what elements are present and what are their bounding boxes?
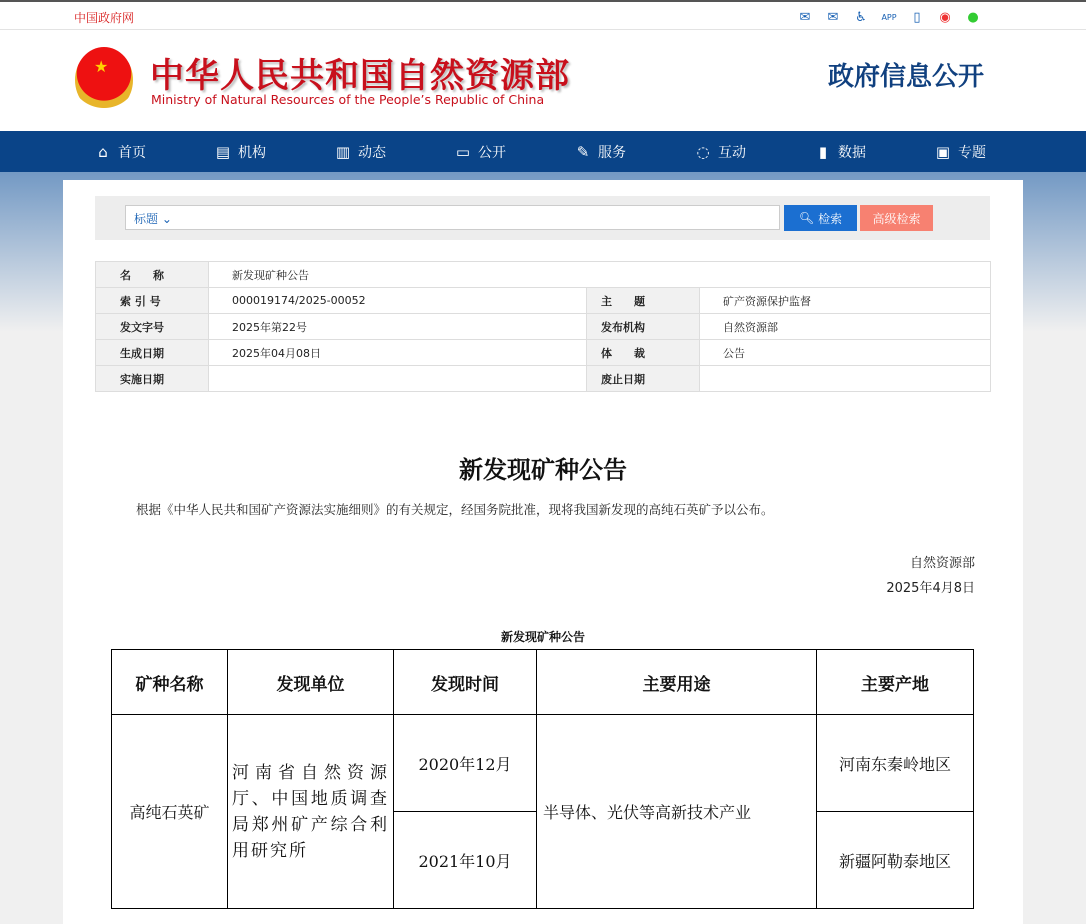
cell-use: 半导体、光伏等高新技术产业 [537,715,817,909]
main-nav [0,131,1086,172]
column-header: 主要用途 [537,650,817,715]
nav-label: 专题 [958,144,986,161]
article-body: 根据《中华人民共和国矿产资源法实施细则》的有关规定，经国务院批准，现将我国新发现的高纯石英矿予以公布。 [136,502,774,517]
bar-chart-icon: ▮ [818,142,828,161]
metadata-table [95,261,991,392]
meta-value [700,366,991,392]
mailbox-icon[interactable]: ✉ [827,9,839,25]
wechat-icon[interactable]: ● [967,9,979,25]
cell-mineral: 高纯石英矿 [112,715,228,909]
meta-value: 公告 [700,340,991,366]
screen-icon: ▭ [455,142,471,161]
nav-label: 服务 [598,144,626,161]
cell-time: 2021年10月 [394,812,537,909]
meta-key: 名 称 [96,262,209,288]
nav-news[interactable] [334,131,386,172]
nav-home[interactable] [94,131,146,172]
advanced-search-button[interactable]: 高级检索 [860,205,933,231]
scope-label: 标题 [134,212,159,226]
search-button[interactable] [784,205,857,231]
chevron-down-icon: ⌄ [161,212,172,226]
search-button-label: 检索 [818,211,843,226]
column-header: 矿种名称 [112,650,228,715]
nav-data[interactable] [814,131,866,172]
national-emblem-logo: ★ [75,47,133,113]
nav-topic[interactable] [934,131,986,172]
nav-label: 互动 [718,144,746,161]
meta-key: 主 题 [587,288,700,314]
nav-label: 动态 [358,144,386,161]
nav-open[interactable] [454,131,506,172]
article-title: 新发现矿种公告 [459,456,627,484]
book-icon: ▥ [335,142,351,161]
cell-place: 新疆阿勒泰地区 [817,812,974,909]
search-icon: 🔍︎ [798,211,815,225]
meta-value: 自然资源部 [700,314,991,340]
mineral-table [111,649,974,909]
mobile-icon[interactable]: ▯ [913,9,921,25]
meta-key: 发文字号 [96,314,209,340]
search-scope-select[interactable] [134,210,172,227]
article-date: 2025年4月8日 [886,581,975,596]
nav-label: 公开 [478,144,506,161]
table-row [112,715,974,812]
meta-key: 实施日期 [96,366,209,392]
weibo-icon[interactable]: ◉ [939,9,951,25]
cell-time: 2020年12月 [394,715,537,812]
site-title[interactable]: 中华人民共和国自然资源部 [150,56,570,96]
cell-place: 河南东秦岭地区 [817,715,974,812]
meta-value: 新发现矿种公告 [209,262,991,288]
app-icon[interactable]: APP [881,12,897,22]
meta-key: 生成日期 [96,340,209,366]
meta-value: 000019174/2025-00052 [209,288,587,314]
nav-label: 首页 [118,144,146,161]
meta-value: 矿产资源保护监督 [700,288,991,314]
table-header-row [112,650,974,715]
meta-value: 2025年04月08日 [209,340,587,366]
nav-org[interactable] [214,131,266,172]
section-title: 政府信息公开 [828,62,985,92]
site-title-en: Ministry of Natural Resources of the People’s Republic of China [151,92,545,107]
mail-icon[interactable]: ✉ [799,9,811,25]
column-header: 发现时间 [394,650,537,715]
meta-key: 索 引 号 [96,288,209,314]
article-signer: 自然资源部 [909,556,975,571]
nav-label: 机构 [238,144,266,161]
nav-label: 数据 [838,144,866,161]
column-header: 发现单位 [228,650,394,715]
table-caption: 新发现矿种公告 [500,630,585,644]
meta-value: 2025年第22号 [209,314,587,340]
meta-key: 体 裁 [587,340,700,366]
home-icon: ⌂ [98,142,108,161]
chat-icon: ◌ [696,142,710,161]
accessibility-icon[interactable]: ♿ [855,9,867,25]
column-header: 主要产地 [817,650,974,715]
gov-portal-link[interactable]: 中国政府网 [74,11,135,25]
meta-key: 发布机构 [587,314,700,340]
topic-icon: ▣ [935,142,951,161]
meta-key: 废止日期 [587,366,700,392]
meta-value [209,366,587,392]
edit-doc-icon: ✎ [576,142,590,161]
site-header [0,30,1086,131]
search-bar [95,196,990,240]
cell-unit: 河南省自然资源厅、中国地质调查局郑州矿产综合利用研究所 [228,715,394,909]
nav-interact[interactable] [694,131,746,172]
top-bar [0,0,1086,30]
org-icon: ▤ [215,142,231,161]
search-input[interactable] [125,205,780,230]
nav-service[interactable] [574,131,626,172]
